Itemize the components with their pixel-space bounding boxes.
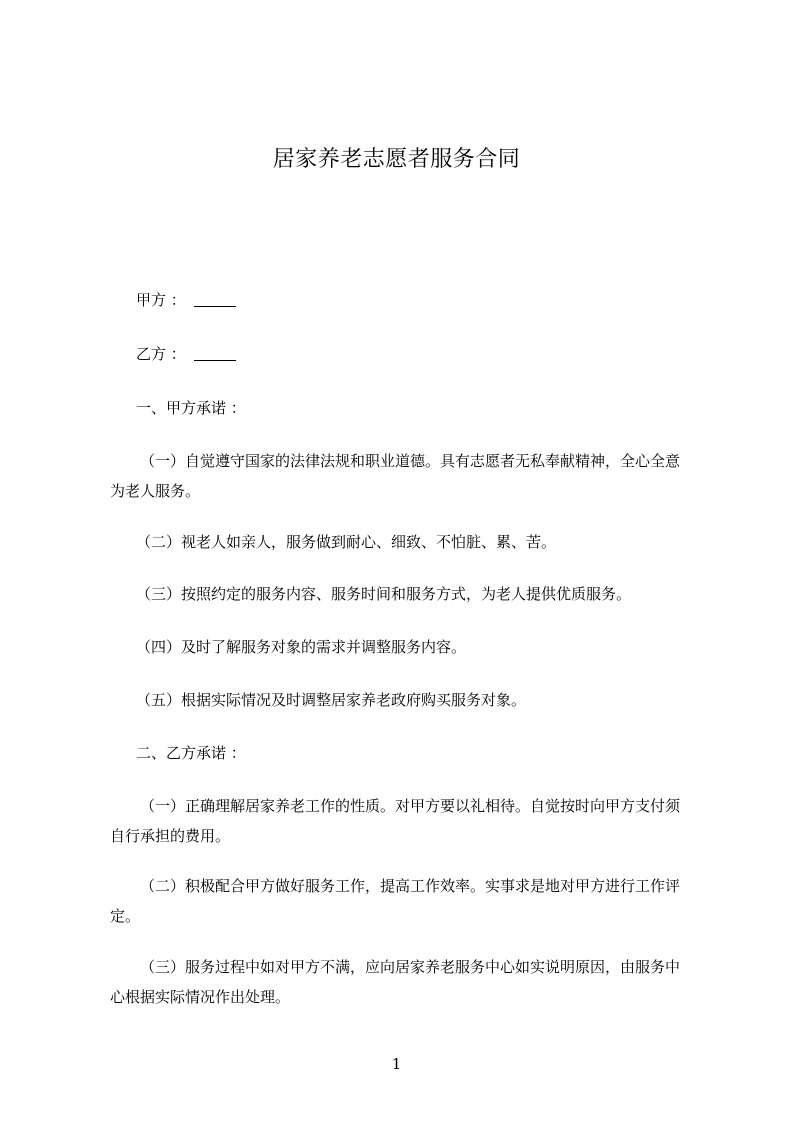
section2-item3-line2: 心根据实际情况作出处理。 <box>110 988 291 1006</box>
section2-item1-line1: （一）正确理解居家养老工作的性质。对甲方要以礼相待。自觉按时向甲方支付须 <box>140 797 681 815</box>
party-a-line <box>110 285 726 315</box>
section1-item1 <box>110 446 700 506</box>
section2-heading: 二、乙方承诺 ： <box>136 744 246 762</box>
section2-item1 <box>110 791 700 851</box>
section2-item3-line1: （三）服务过程中如对甲方不满，应向居家养老服务中心如实说明原因，由服务中 <box>140 958 681 976</box>
section2-item2-line1: （二）积极配合甲方做好服务工作，提高工作效率。实事求是地对甲方进行工作评 <box>140 877 681 895</box>
section2-item1-line2: 自行承担的费用。 <box>110 827 231 845</box>
section1-item4: （四）及时了解服务对象的需求并调整服务内容。 <box>136 638 467 656</box>
section1-item2: （二）视老人如亲人，服务做到耐心、细致、不怕脏、累、苦。 <box>136 533 557 551</box>
party-a-blank <box>194 292 236 307</box>
section1-item3: （三）按照约定的服务内容、服务时间和服务方式，为老人提供优质服务。 <box>136 585 632 603</box>
section2-item3 <box>110 952 700 1012</box>
section1-item1-line2: 为老人服务。 <box>110 482 201 500</box>
party-a-label: 甲方 ： <box>136 291 186 309</box>
party-b-line <box>110 339 726 369</box>
section1-item1-line1: （一）自觉遵守国家的法律法规和职业道德。具有志愿者无私奉献精神，全心全意 <box>140 452 681 470</box>
section1-heading: 一、甲方承诺 ： <box>136 399 246 417</box>
section2-item2 <box>110 871 700 931</box>
party-b-blank <box>194 346 236 361</box>
section2-item2-line2: 定。 <box>110 907 141 925</box>
page-number: 1 <box>391 1055 402 1073</box>
party-b-label: 乙方 ： <box>136 345 186 363</box>
section1-item5: （五）根据实际情况及时调整居家养老政府购买服务对象。 <box>136 691 527 709</box>
document-title: 居家养老志愿者服务合同 <box>272 147 521 172</box>
